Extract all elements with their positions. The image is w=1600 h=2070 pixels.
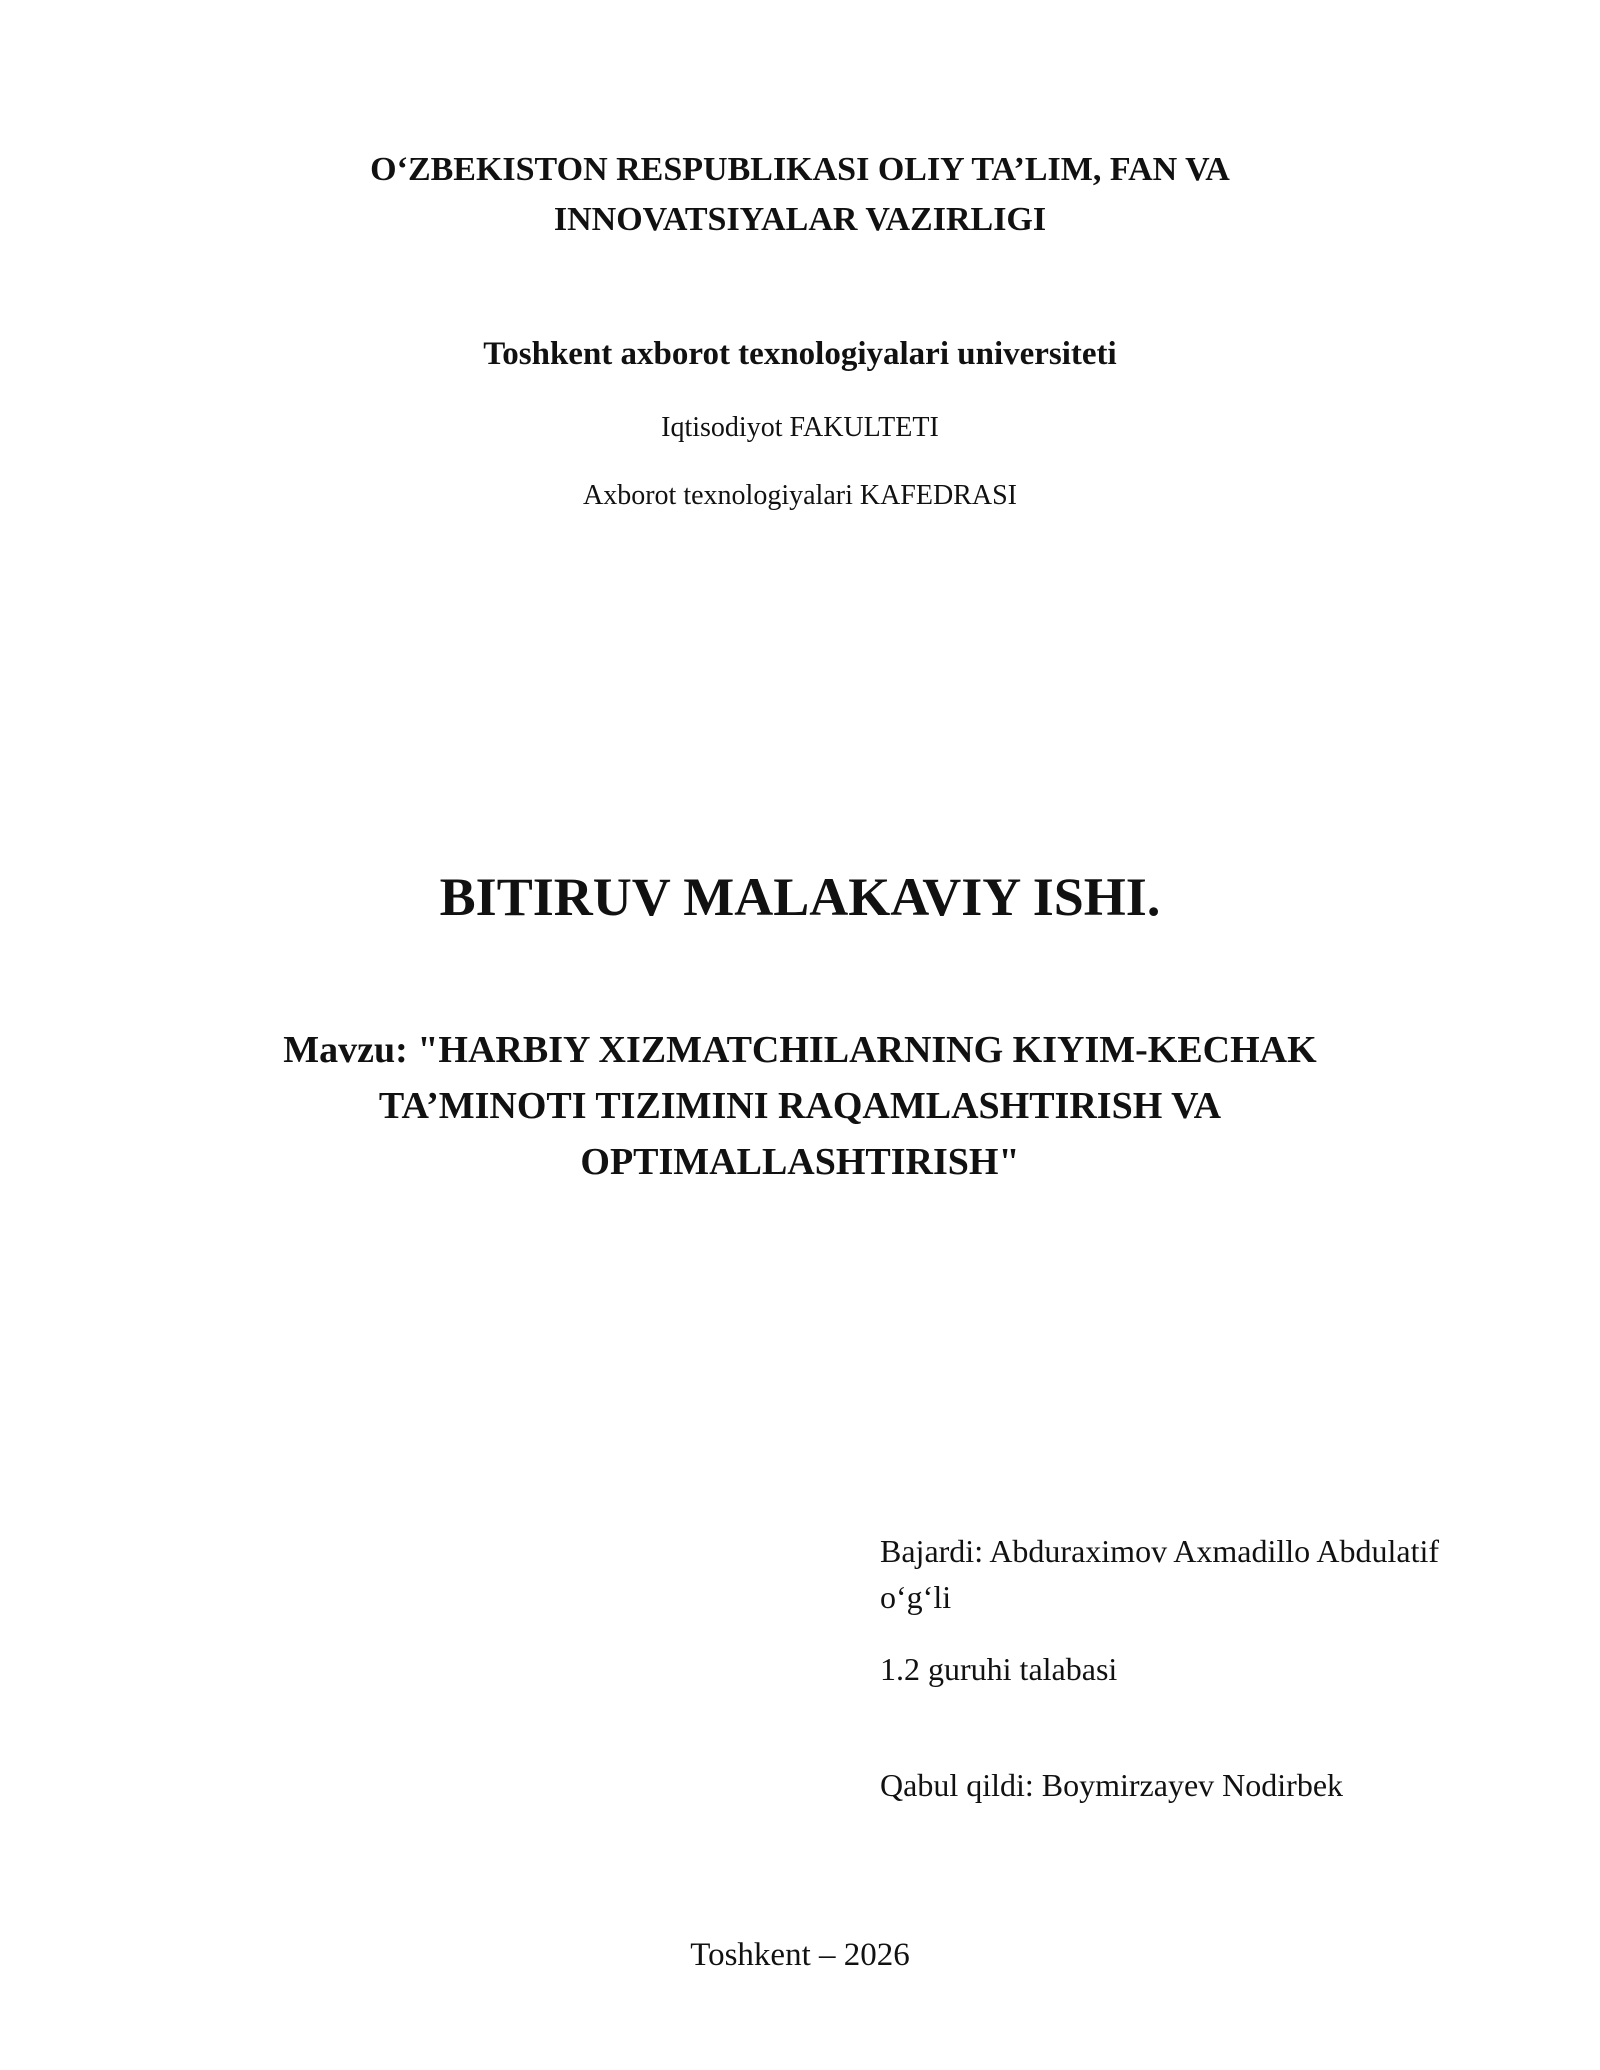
performer-line-2: o‘g‘li (880, 1579, 952, 1615)
topic-title (0, 1022, 1600, 1190)
topic-line-1: Mavzu: "HARBIY XIZMATCHILARNING KIYIM-KECHAK (283, 1029, 1317, 1071)
group-info: 1.2 guruhi talabasi (880, 1651, 1118, 1687)
reviewer-info: Qabul qildi: Boymirzayev Nodirbek (880, 1767, 1344, 1803)
work-type-title: BITIRUV MALAKAVIY ISHI. (439, 867, 1161, 927)
department-name: Axborot texnologiyalari KAFEDRASI (583, 480, 1017, 511)
topic-line-3: OPTIMALLASHTIRISH" (580, 1141, 1020, 1183)
place-year: Toshkent – 2026 (690, 1937, 910, 1973)
performer-line-1: Bajardi: Abduraximov Axmadillo Abdulatif (880, 1533, 1440, 1569)
ministry-line-1: O‘ZBEKISTON RESPUBLIKASI OLIY TA’LIM, FAN VA (370, 151, 1230, 188)
university-name: Toshkent axborot texnologiyalari universiteti (483, 336, 1117, 372)
topic-line-2: TA’MINOTI TIZIMINI RAQAMLASHTIRISH VA (378, 1085, 1222, 1127)
ministry-heading (0, 145, 1600, 245)
ministry-line-2: INNOVATSIYALAR VAZIRLIGI (553, 201, 1047, 238)
performer-info (880, 1528, 1500, 1620)
faculty-name: Iqtisodiyot FAKULTETI (661, 412, 939, 443)
